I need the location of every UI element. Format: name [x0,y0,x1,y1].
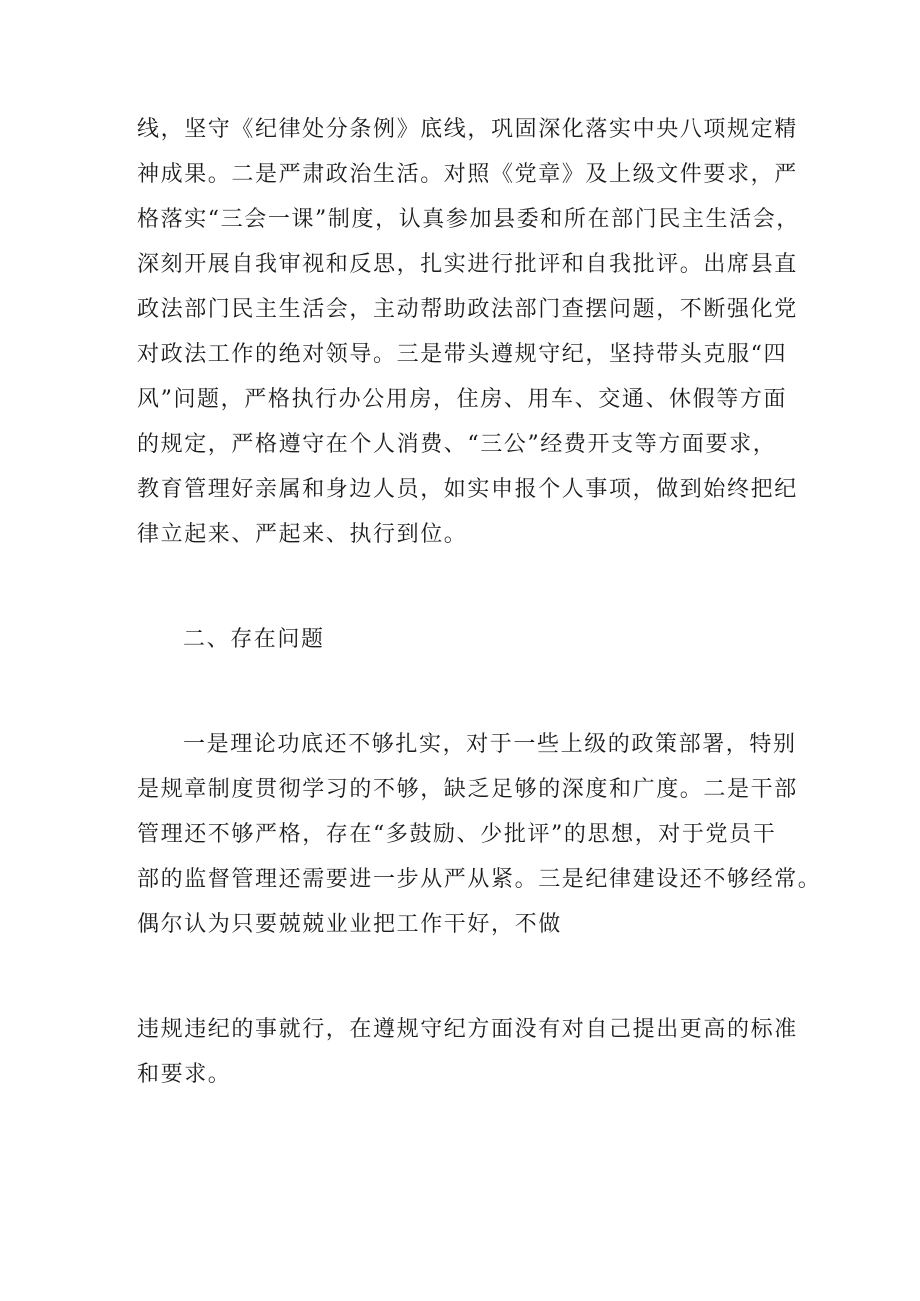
text-line: 违规违纪的事就行，在遵规守纪方面没有对自己提出更高的标准 [137,1017,798,1042]
text-line: 一是理论功底还不够扎实，对于一些上级的政策部署，特别 [183,732,797,757]
text-line: 的规定，严格遵守在个人消费、“三公”经费开支等方面要求， [137,432,777,457]
text-line: 教育管理好亲属和身边人员，如实申报个人事项，做到始终把纪 [137,477,798,502]
text-line: 风”问题，严格执行办公用房，住房、用车、交通、休假等方面 [137,387,788,412]
text-line: 神成果。二是严肃政治生活。对照《党章》及上级文件要求，严 [137,162,798,187]
section-heading: 二、存在问题 [183,627,325,652]
text-line: 对政法工作的绝对领导。三是带头遵规守纪，坚持带头克服“四 [137,342,788,367]
text-line: 线，坚守《纪律处分条例》底线，巩固深化落实中央八项规定精 [137,117,798,142]
text-line: 是规章制度贯彻学习的不够，缺乏足够的深度和广度。二是干部 [137,777,798,802]
text-line: 偶尔认为只要兢兢业业把工作干好，不做 [137,912,562,937]
text-line: 部的监督管理还需要进一步从严从紧。三是纪律建设还不够经常。 [137,867,822,892]
text-line: 格落实“三会一课”制度，认真参加县委和所在部门民主生活会， [137,207,800,232]
text-line: 管理还不够严格，存在“多鼓励、少批评”的思想，对于党员干 [137,822,777,847]
text-line: 和要求。 [137,1062,232,1087]
text-line: 律立起来、严起来、执行到位。 [137,522,468,547]
text-line: 深刻开展自我审视和反思，扎实进行批评和自我批评。出席县直 [137,252,798,277]
text-line: 政法部门民主生活会，主动帮助政法部门查摆问题，不断强化党 [137,297,798,322]
